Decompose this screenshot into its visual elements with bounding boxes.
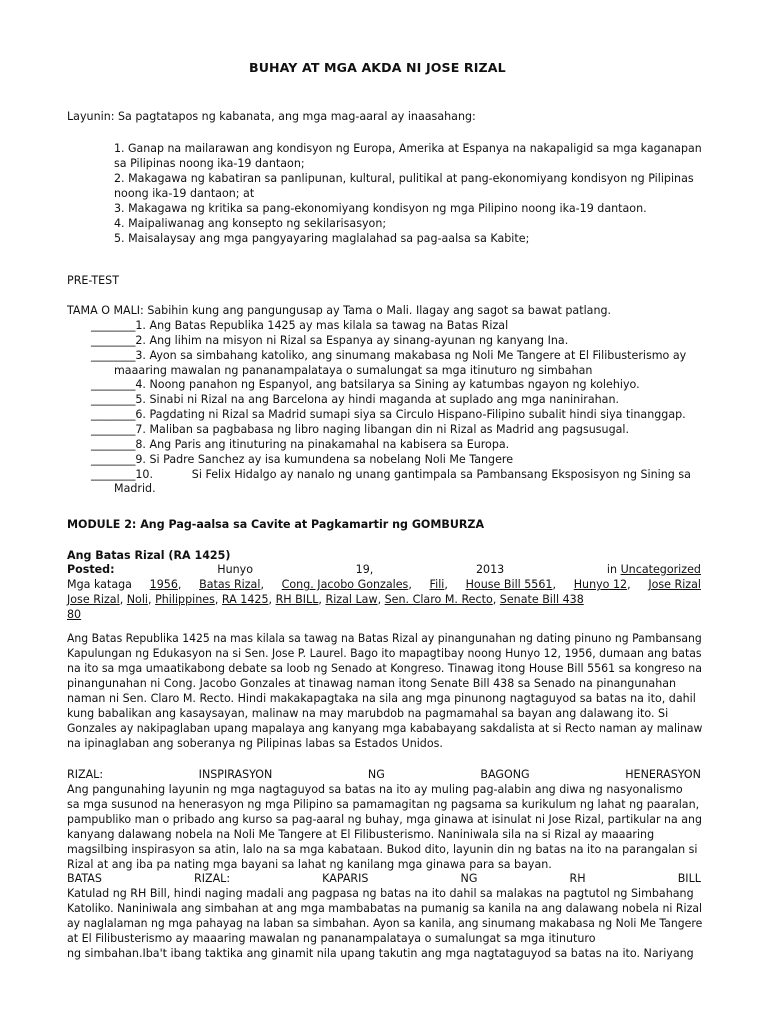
tags-line-2: Jose Rizal, Noli, Philippines, RA 1425, RH BILL, Rizal Law, Sen. Claro M. Recto, Senate Bill 438 (67, 593, 584, 606)
article-title: Ang Batas Rizal (RA 1425) (67, 549, 231, 562)
tag-link[interactable]: Jose Rizal (648, 578, 701, 591)
test-item: ________6. Pagdating ni Rizal sa Madrid sumapi siya sa Circulo Hispano-Filipino subalit hindi siya tinanggap. (91, 408, 686, 421)
document-title: BUHAY AT MGA AKDA NI JOSE RIZAL (249, 60, 506, 75)
rizal-section-heading (67, 767, 701, 782)
paragraph3-line: ay naglalaman ng mga pahayag na laban sa simbahan. Ayon sa kanila, ang sinumang makabasa ng Noli Me Tangere (67, 917, 703, 930)
objective-line: 3. Makagawa ng kritika sa pang-ekonomiyang kondisyon ng mga Pilipino noong ika-19 dantaon. (114, 202, 647, 215)
test-item: ________1. Ang Batas Republika 1425 ay mas kilala sa tawag na Batas Rizal (91, 319, 509, 332)
objective-line: 1. Ganap na mailarawan ang kondisyon ng Europa, Amerika at Espanya na nakapaligid sa mga kaganapan (114, 142, 702, 155)
posted-label: Posted: (67, 563, 115, 576)
test-item: ________2. Ang lihim na misyon ni Rizal sa Espanya ay sinang-ayunan ng kanyang Ina. (91, 334, 569, 347)
posted-day: 19, (355, 563, 374, 576)
paragraph2-line: kanyang dalawang nobela na Noli Me Tangere at El Filibusterismo. Naniniwala sila na si Rizal ay maaaring (67, 828, 655, 841)
tag-link[interactable]: Noli (126, 593, 149, 606)
heading-word: KAPARIS (322, 872, 369, 885)
paragraph1-line: na ipinaglaban ang soberanya ng Pilipinas labas sa Estados Unidos. (67, 737, 443, 750)
objective-line: noong ika-19 dantaon; at (114, 187, 255, 200)
paragraph1-line: Ang Batas Republika 1425 na mas kilala sa tawag na Batas Rizal ay pinangunahan ng dating pinuno ng Pambansang (67, 632, 702, 645)
test-item: maaaring mawalan ng pananampalataya o sumalungat sa mga itinuturo ng simbahan (114, 364, 593, 377)
paragraph1-line: Gonzales ay nakipaglaban upang mapalaya ang kanyang mga kababayang sakdalista at si Recto naman ay malinaw (67, 722, 703, 735)
objective-line: sa Pilipinas noong ika-19 dantaon; (114, 157, 305, 170)
tag-link[interactable]: Jose Rizal (67, 593, 120, 606)
test-item: Madrid. (114, 482, 156, 495)
posted-month: Hunyo (217, 563, 253, 576)
paragraph2-line: Rizal at ang iba pa nating mga bayani sa lahat ng kanilang mga ginawa para sa bayan. (67, 858, 552, 871)
paragraph3-line: at El Filibusterismo ay maaaring mawalan ng pananampalataya o sumalungat sa mga itinuturo (67, 932, 596, 945)
heading-word: NG (460, 872, 478, 885)
paragraph2-line: pampubliko man o pribado ang kurso sa pag-aaral ng buhay, mga ginawa at isinulat ni Jose Rizal, partikular na ang (67, 813, 702, 826)
instruction-text: Sabihin kung ang pangungusap ay Tama o Mali. Ilagay ang sagot sa bawat patlang. (143, 304, 612, 317)
tag-link[interactable]: Senate Bill 438 (499, 593, 584, 606)
posted-category (607, 562, 701, 577)
heading-word: RH (569, 872, 586, 885)
paragraph1-line: kung babalikan ang kasaysayan, malinaw na may marubdob na pagmamahal sa bayan ang dalawang ito. Si (67, 707, 669, 720)
heading-word: BILL (677, 872, 701, 885)
paragraph1-line: Kapulungan ng Edukasyon na si Sen. Jose P. Laurel. Bago ito mapagtibay noong Hunyo 12, 1956, dumaan ang batas (67, 647, 702, 660)
tag-link[interactable]: Batas Rizal (199, 578, 261, 591)
tag-link[interactable]: Fili (429, 578, 445, 591)
heading-word: INSPIRASYON (198, 768, 273, 781)
paragraph1-line: naman ni Sen. Claro M. Recto. Hindi makakapagtaka na sila ang mga pinunong nagtaguyod sa batas na ito, dahil (67, 692, 696, 705)
posted-year: 2013 (476, 563, 505, 576)
test-item: ________9. Si Padre Sanchez ay isa kumundena sa nobelang Noli Me Tangere (91, 453, 514, 466)
test-item: ________8. Ang Paris ang itinuturing na pinakamahal na kabisera sa Europa. (91, 438, 510, 451)
test-item: ________5. Sinabi ni Rizal na ang Barcelona ay hindi maganda at suplado ang mga naninirahan. (91, 393, 620, 406)
tag-link[interactable]: Cong. Jacobo Gonzales (281, 578, 409, 591)
tags-line: Mga kataga 1956, Batas Rizal, Cong. Jacobo Gonzales, Fili, House Bill 5561, Hunyo 12, Jose Rizal (67, 578, 701, 591)
tag-link[interactable]: 1956 (149, 578, 178, 591)
objective-line: 5. Maisalaysay ang mga pangyayaring maglalahad sa pag-aalsa sa Kabite; (114, 232, 530, 245)
heading-word: BAGONG (480, 768, 530, 781)
layunin-intro: Layunin: Sa pagtatapos ng kabanata, ang mga mag-aaral ay inaasahang: (67, 110, 476, 123)
paragraph3-line: Katoliko. Naniniwala ang simbahan at ang mga mambabatas na pumanig sa kanila na ang dalawang nobela ni Rizal (67, 902, 703, 915)
tag-link[interactable]: Rizal Law (325, 593, 378, 606)
tama-o-mali-label: TAMA O MALI: (67, 304, 144, 317)
paragraph2-line: sa mga susunod na henerasyon ng mga Pilipino sa pamamagitan ng pagsama sa kurikulum ng lahat ng paaralan, (67, 798, 700, 811)
tag-link[interactable]: Philippines (155, 593, 215, 606)
tag-link[interactable]: Sen. Claro M. Recto (384, 593, 493, 606)
heading-word: RIZAL: (193, 872, 231, 885)
tags-label: Mga kataga (67, 578, 132, 591)
tag-link[interactable]: House Bill 5561 (465, 578, 553, 591)
objective-line: 4. Maipaliwanag ang konsepto ng sekilarisasyon; (114, 217, 387, 230)
pretest-heading: PRE-TEST (67, 274, 119, 287)
category-link[interactable]: Uncategorized (620, 563, 701, 576)
paragraph3-line: Katulad ng RH Bill, hindi naging madali ang pagpasa ng batas na ito dahil sa malakas na pagtutol ng Simbahang (67, 887, 694, 900)
paragraph1-line: pinangunahan ni Cong. Jacobo Gonzales at tinawag naman itong Senate Bill 438 sa Senado na pinangunahan (67, 677, 677, 690)
paragraph2-line: magsilbing inspirasyon sa atin, lalo na sa mga kabataan. Bukod dito, layunin din ng batas na ito na parangalan si (67, 843, 698, 856)
heading-word: NG (367, 768, 385, 781)
test-item: ________4. Noong panahon ng Espanyol, ang batsilarya sa Sining ay katumbas ngayon ng kolehiyo. (91, 378, 640, 391)
tag-link[interactable]: RH BILL (275, 593, 319, 606)
tag-link[interactable]: RA 1425 (221, 593, 269, 606)
paragraph1-line: na ito sa mga umaatikabong debate sa loob ng Senado at Kongreso. Tinawag itong House Bill 5561 sa kongreso na (67, 662, 703, 675)
paragraph2-line: Ang pangunahing layunin ng mga nagtaguyod sa batas na ito ay muling pag-alabin ang diwa ng nasyonalismo (67, 783, 683, 796)
test-item: ________3. Ayon sa simbahang katoliko, ang sinumang makabasa ng Noli Me Tangere at El Filibusterismo ay (91, 349, 687, 362)
tag-link[interactable]: Hunyo 12 (573, 578, 628, 591)
batas-section-heading (67, 871, 701, 886)
module-heading: MODULE 2: Ang Pag-aalsa sa Cavite at Pagkamartir ng GOMBURZA (67, 518, 485, 531)
heading-word: RIZAL: (67, 768, 104, 781)
paragraph3-line: ng simbahan.Iba't ibang taktika ang ginamit nila upang takutin ang mga nagtataguyod sa batas na ito. Nariyang (67, 947, 694, 960)
test-item: ________10. Si Felix Hidalgo ay nanalo ng unang gantimpala sa Pambansang Eksposisyon ng Sining sa (91, 468, 691, 481)
test-item: ________7. Maliban sa pagbabasa ng libro naging libangan din ni Rizal as Madrid ang pagsusugal. (91, 423, 630, 436)
tama-o-mali-instruction (67, 303, 611, 318)
posted-line (67, 562, 701, 577)
heading-word: HENERASYON (625, 768, 701, 781)
objective-line: 2. Makagawa ng kabatiran sa panlipunan, kultural, pulitikal at pang-ekonomiyang kondisyon ng Pilipinas (114, 172, 694, 185)
posted-in: in (606, 563, 618, 576)
heading-word: BATAS (67, 872, 102, 885)
count-80[interactable]: 80 (67, 608, 82, 621)
